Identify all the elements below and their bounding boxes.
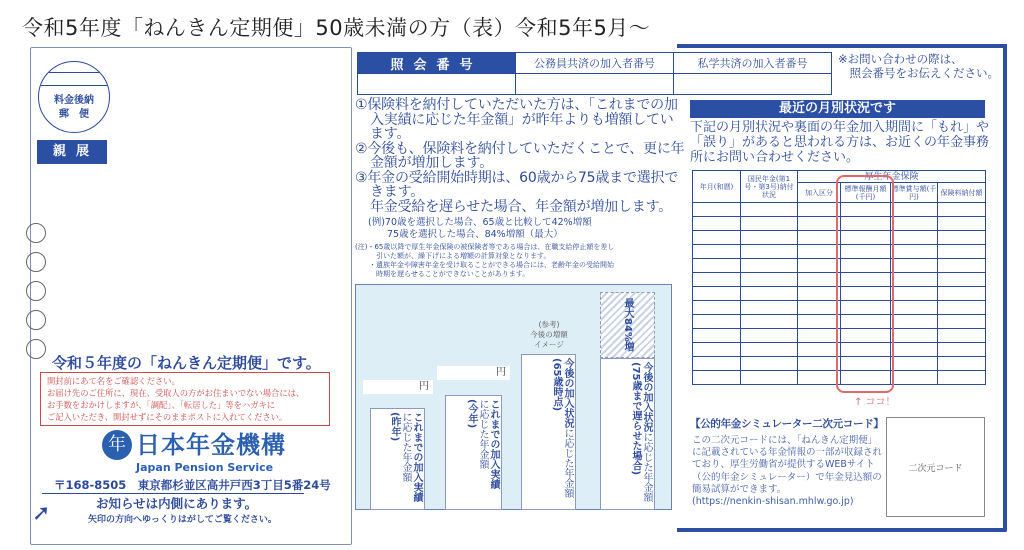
warning-line: お届け先のご住所に、現在、受取人の方がお住まいでない場合には、 [47,388,305,398]
warning-line: ご記入いただき、開封せずにそのままポストに入れてください。 [47,412,288,422]
max-increase-bar: 最大84%増 [600,292,655,358]
table-cell [741,217,798,231]
table-cell [693,231,741,245]
point-2: ②今後も、保険料を納付していただくことで、更に年金額が増加します。 [355,140,685,171]
bar-label: (75歳まで遅らせた場合) [630,362,641,476]
caution-line: 引いた額が、繰下げによる増額の計算対象となります。 [355,252,551,260]
col-header: 保険料納付額 [938,183,986,203]
table-cell [938,245,986,259]
stamp-line: 料金後納 [54,95,94,106]
bar-label: に応じた年金額 [562,428,573,498]
table-cell [741,245,798,259]
key-points [355,98,685,214]
table-cell [693,315,741,329]
table-cell [741,343,798,357]
punch-hole [26,223,46,243]
table-cell [741,315,798,329]
group-header: 厚生年金保険 [798,171,986,183]
cautions [355,243,685,279]
stamp-line: 郵 便 [59,109,89,120]
col-header: 加入区分 [798,183,841,203]
table-cell [938,343,986,357]
page-title: 令和5年度「ねんきん定期便」50歳未満の方（表）令和5年5月〜 [22,16,651,40]
table-cell [798,259,841,273]
bar-label: これまでの加入実績 [488,399,499,489]
punch-hole [26,339,46,359]
bar-label: (65歳時点) [551,358,562,412]
sender-address: 〒168-8505 東京都杉並区高井戸西3丁目5番24号 [42,478,304,494]
table-cell [741,287,798,301]
table-cell [798,245,841,259]
ref-line: (参考) [538,320,560,329]
table-cell [798,287,841,301]
table-cell [798,203,841,217]
table-cell [798,301,841,315]
sim-url: (https://nenkin-shisan.mhlw.go.jp) [692,496,854,508]
bar-label: (今年) [466,399,477,429]
note-line: 照会番号をお伝えください。 [838,66,999,80]
example-line: 75歳を選択した場合、84%増額（最大） [368,229,563,240]
table-cell [938,357,986,371]
table-cell [938,231,986,245]
table-cell [693,343,741,357]
table-cell [891,259,938,273]
bar-label: (昨年) [389,412,400,442]
table-cell [693,259,741,273]
table-cell [741,231,798,245]
table-cell [891,315,938,329]
table-cell [798,273,841,287]
bar-label: に応じた年金額 [400,412,411,482]
logo-mark-icon: 年 [102,430,132,460]
table-cell [693,203,741,217]
table-cell [891,231,938,245]
jps-logo [102,430,286,460]
table-cell [891,329,938,343]
table-cell [938,259,986,273]
table-cell [891,217,938,231]
highlight-frame [836,175,894,393]
inside-notice: お知らせは内側にあります。 [96,496,258,511]
table-cell [693,371,741,385]
yen-box-last-year: 円 [363,380,433,394]
sim-line: この二次元コードには、「ねんきん定期便」 [692,435,878,446]
arrow-icon: ➚ [32,501,51,526]
simulator-text [692,435,882,508]
ref-line: 今後の増額 [530,330,568,339]
logo-english: Japan Pension Service [136,461,274,474]
col-header: 年月(和暦) [693,171,741,203]
qr-code-placeholder: 二次元コード [886,417,985,517]
table-cell [891,273,938,287]
table-cell [938,273,986,287]
table-cell [798,217,841,231]
caution-line: (注)・65歳以降で厚生年金保険の被保険者等である場合は、在職支給停止額を差し [355,243,615,251]
postage-stamp [38,61,110,133]
ref-header: 公務員共済の加入者番号 [516,53,674,74]
table-cell [798,315,841,329]
table-cell [891,245,938,259]
table-cell [798,371,841,385]
bar-this-year [445,395,502,510]
ref-header: 私学共済の加入者番号 [674,53,832,74]
table-cell [693,357,741,371]
punch-hole [26,281,46,301]
table-cell [798,231,841,245]
table-cell [741,301,798,315]
table-cell [938,371,986,385]
bar-last-year [370,408,425,510]
table-cell [798,329,841,343]
peel-instruction: 矢印の方向へゆっくりはがしてご覧ください。 [88,515,277,525]
recent-status-text: 下記の月別状況や裏面の年金加入期間に「もれ」や「誤り」があると思われる方は、お近くの年金事務所にお問い合わせください。 [690,120,990,165]
table-cell [798,343,841,357]
table-cell [693,273,741,287]
table-cell [693,245,741,259]
table-cell [693,329,741,343]
table-cell [741,329,798,343]
simulator-heading: 【公的年金シミュレーター二次元コード】 [690,418,884,430]
bar-label: 今後の加入状況 [641,362,652,432]
sim-line: 簡易試算ができます。 [692,483,787,495]
col-header: 標準賞与額(千円) [891,184,937,201]
col-header: 国民年金(第1号・第3号)納付状況 [741,171,798,203]
table-cell [891,287,938,301]
yen-box-this-year: 円 [437,366,510,380]
highlight-pointer: ↑ ココ！ [854,397,896,408]
sim-line: に記載されている年金情報の一部が収録され [692,447,883,459]
example-line: (例)70歳を選択した場合、65歳と比較して42%増額 [368,217,592,228]
ref-cell [516,74,674,95]
table-cell [741,357,798,371]
delivery-warning [40,372,330,426]
notice-heading: 令和５年度の「ねんきん定期便」です。 [52,354,321,372]
table-cell [938,329,986,343]
punch-hole [26,310,46,330]
table-cell [693,287,741,301]
table-cell [938,301,986,315]
reference-label [520,320,578,350]
table-cell [891,203,938,217]
recent-status-header: 最近の月別状況です [690,100,985,118]
table-cell [741,273,798,287]
bar-age-75 [600,358,655,510]
bar-label: 今後の加入状況 [562,358,573,428]
col-header: 標準報酬月額(千円) [841,183,891,203]
table-cell [741,203,798,217]
ref-line: イメージ [534,340,564,349]
table-cell [891,343,938,357]
bar-label: これまでの加入実績 [411,412,422,502]
ref-cell [358,74,516,95]
punch-hole [26,252,46,272]
table-cell [891,357,938,371]
table-cell [798,357,841,371]
table-cell [741,259,798,273]
table-cell [693,301,741,315]
table-cell [741,371,798,385]
sim-line: ており、厚生労働省が提供するWEBサイト [692,459,875,471]
table-cell [891,371,938,385]
point-1: ①保険料を納付していただいた方は、「これまでの加入実績に応じた年金額」が昨年よりも増額しています。 [355,97,678,142]
warning-line: お手数をおかけしますが、「調配」、「転居した」等をハガキに [47,400,276,410]
table-cell [891,301,938,315]
explanation-column [355,98,685,279]
table-cell [938,287,986,301]
table-cell [938,315,986,329]
example [368,217,685,241]
sim-line: （公的年金シミュレーター）で年金見込額の [692,471,882,483]
caution-line: 時期を遅らせることができないことがあります。 [355,270,530,278]
note-line: ※お問い合わせの際は、 [838,52,963,66]
bar-label: に応じた年金額 [641,432,652,502]
confidential-label: 親展 [37,140,107,164]
caution-line: ・遺族年金や障害年金を受け取ることができる場合には、老齢年金の受給開始 [355,261,614,269]
table-cell [693,217,741,231]
bar-age-65 [521,354,576,510]
table-cell [938,203,986,217]
warning-line: 開封前にあて名をご確認ください。 [47,376,180,386]
ref-header: 照会番号 [358,53,516,74]
table-cell [938,217,986,231]
bar-label: に応じた年金額 [477,399,488,469]
point-3: ③年金の受給開始時期は、60歳から75歳まで選択できます。 [355,169,679,200]
logo-text: 日本年金機構 [136,431,286,459]
point-3b: 年金受給を遅らせた場合、年金額が増加します。 [370,198,673,215]
